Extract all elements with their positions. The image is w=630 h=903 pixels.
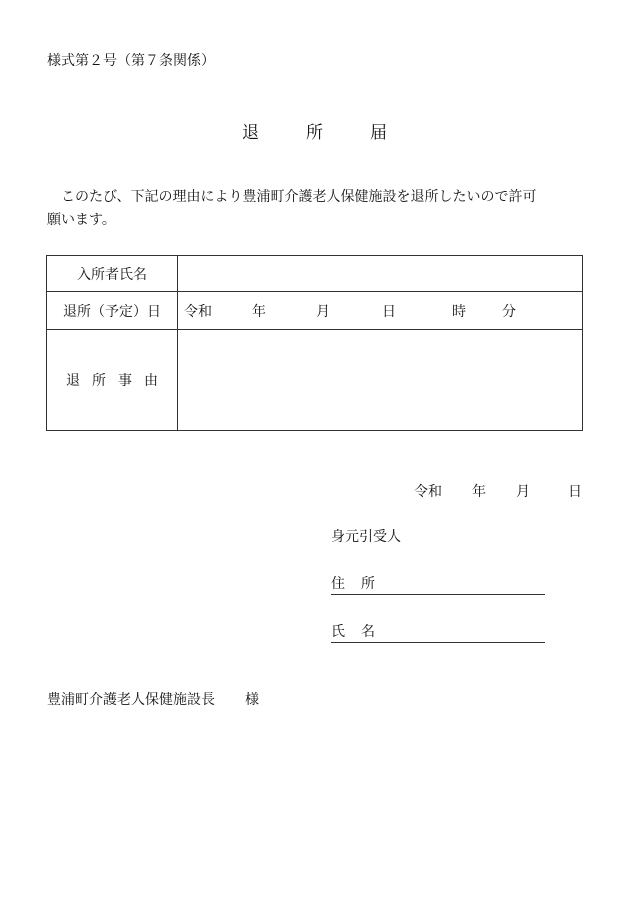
withdrawal-date-row bbox=[47, 292, 583, 330]
statement-line-2: 願います。 bbox=[47, 212, 116, 228]
request-statement bbox=[47, 186, 587, 232]
statement-line-1: このたび、下記の理由により豊浦町介護老人保健施設を退所したいので許可 bbox=[61, 189, 537, 205]
withdrawal-form-table bbox=[46, 255, 583, 431]
title-char-2: 所 bbox=[306, 123, 324, 143]
reason-label-char-1: 退 bbox=[66, 373, 80, 389]
date-era: 令和 bbox=[184, 303, 212, 320]
withdrawal-date-label: 退所（予定）日 bbox=[47, 292, 178, 330]
withdrawal-reason-label bbox=[47, 330, 178, 431]
guardian-label: 身元引受人 bbox=[331, 529, 401, 545]
submission-month-unit: 月 bbox=[516, 484, 530, 500]
date-minute-unit: 分 bbox=[502, 303, 516, 320]
date-year-unit: 年 bbox=[252, 303, 266, 320]
addressee-honorific: 様 bbox=[245, 692, 259, 708]
resident-name-field[interactable] bbox=[178, 256, 583, 292]
resident-name-label: 入所者氏名 bbox=[47, 256, 178, 292]
submission-era: 令和 bbox=[414, 484, 442, 500]
name-label-char-1: 氏 bbox=[331, 624, 345, 640]
title-char-1: 退 bbox=[242, 123, 260, 143]
form-number: 様式第２号（第７条関係） bbox=[47, 53, 215, 69]
guardian-name-field[interactable] bbox=[331, 621, 545, 643]
document-title bbox=[0, 118, 630, 143]
addressee-name: 豊浦町介護老人保健施設長 bbox=[47, 692, 215, 708]
addressee bbox=[47, 689, 259, 709]
submission-year-unit: 年 bbox=[472, 484, 486, 500]
reason-label-char-4: 由 bbox=[144, 373, 158, 389]
date-day-unit: 日 bbox=[382, 303, 396, 320]
resident-name-row bbox=[47, 256, 583, 292]
withdrawal-reason-row bbox=[47, 330, 583, 431]
address-label-char-1: 住 bbox=[331, 576, 345, 592]
title-char-3: 届 bbox=[370, 123, 388, 143]
submission-day-unit: 日 bbox=[568, 484, 582, 500]
reason-label-char-2: 所 bbox=[92, 373, 106, 389]
withdrawal-date-field[interactable] bbox=[178, 292, 583, 330]
guardian-address-field[interactable] bbox=[331, 573, 545, 595]
submission-date bbox=[414, 481, 582, 501]
withdrawal-reason-field[interactable] bbox=[178, 330, 583, 431]
name-label-char-2: 名 bbox=[361, 624, 375, 640]
reason-label-char-3: 事 bbox=[118, 373, 132, 389]
date-month-unit: 月 bbox=[316, 303, 330, 320]
address-label-char-2: 所 bbox=[361, 576, 375, 592]
date-hour-unit: 時 bbox=[452, 303, 466, 320]
